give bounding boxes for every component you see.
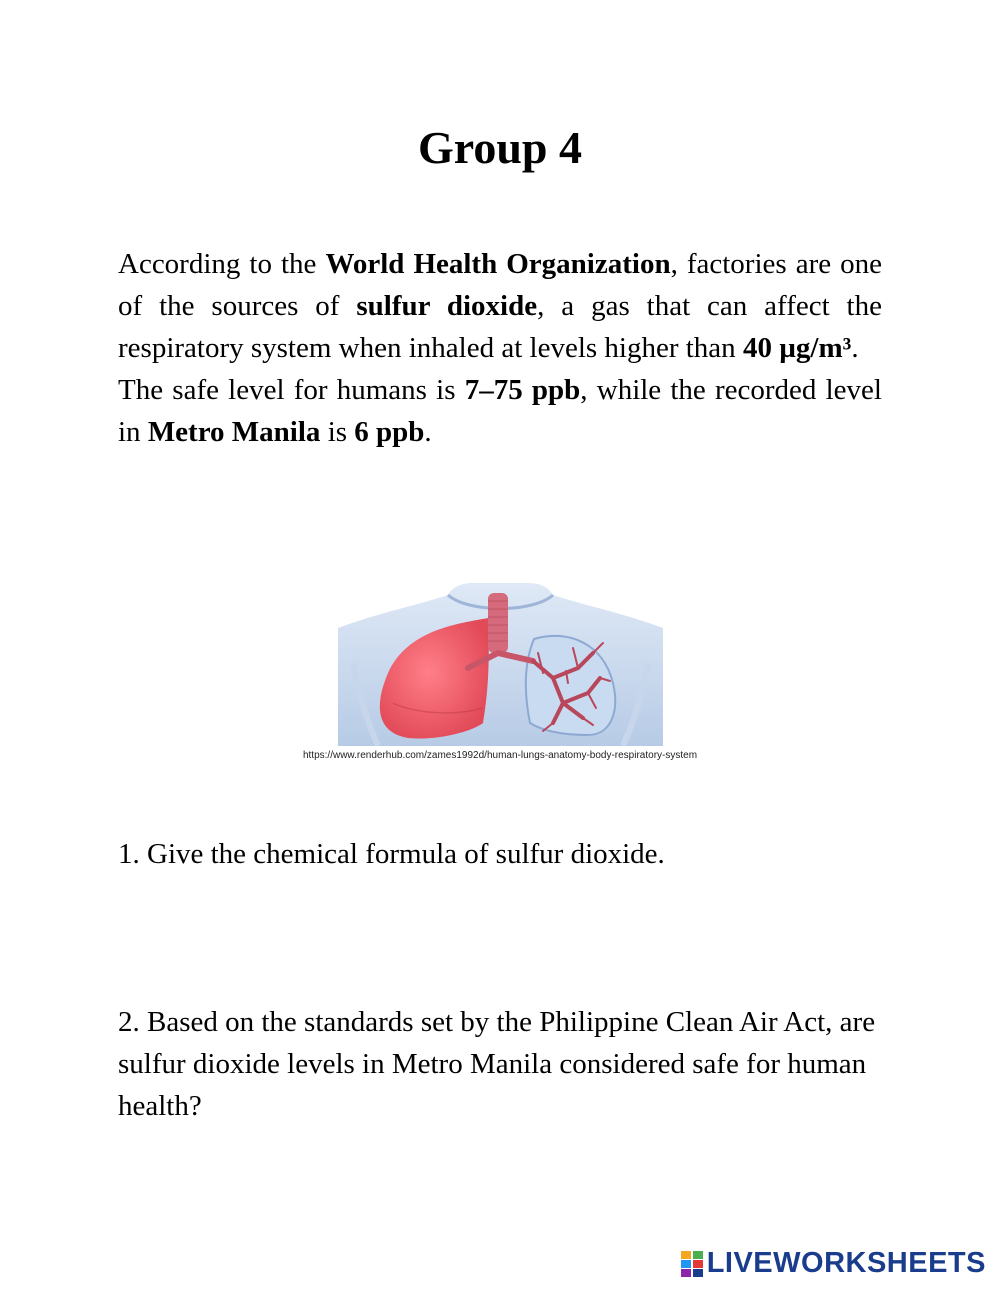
- text: .: [424, 416, 432, 448]
- paragraph-line-2: [118, 369, 882, 453]
- liveworksheets-logo[interactable]: [681, 1247, 986, 1280]
- lungs-illustration: [338, 583, 663, 746]
- text: .: [851, 332, 859, 364]
- intro-paragraph: [118, 243, 882, 453]
- bold-metro-manila: Metro Manila: [147, 416, 321, 448]
- text: , a gas that can affect the respiratory system when inhaled at levels higher than: [118, 290, 882, 364]
- bold-who: World Health Organization: [325, 248, 671, 280]
- question-1: 1. Give the chemical formula of sulfur dioxide.: [118, 838, 665, 870]
- paragraph-line-1: [118, 243, 882, 369]
- brand-name: LIVEWORKSHEETS: [706, 1247, 986, 1279]
- bold-safe-range: 7–75 ppb: [464, 374, 581, 406]
- text: According to the: [118, 248, 326, 280]
- text: is: [320, 416, 355, 448]
- image-source-caption: https://www.renderhub.com/zames1992d/human-lungs-anatomy-body-respiratory-system: [302, 750, 698, 761]
- bold-sulfur-dioxide: sulfur dioxide: [356, 290, 538, 322]
- text: , factories are one of the sources of: [118, 248, 882, 322]
- question-2: 2. Based on the standards set by the Philippine Clean Air Act, are sulfur dioxide levels in Metro Manila considered safe for human health?: [118, 1006, 876, 1122]
- page-title: Group 4: [417, 122, 583, 173]
- text: The safe level for humans is: [118, 374, 465, 406]
- text: , while the recorded level in: [118, 374, 882, 448]
- bold-threshold: 40 µg/m³: [742, 332, 852, 364]
- bold-recorded-level: 6 ppb: [354, 416, 425, 448]
- liveworksheets-logo-icon: [681, 1251, 703, 1277]
